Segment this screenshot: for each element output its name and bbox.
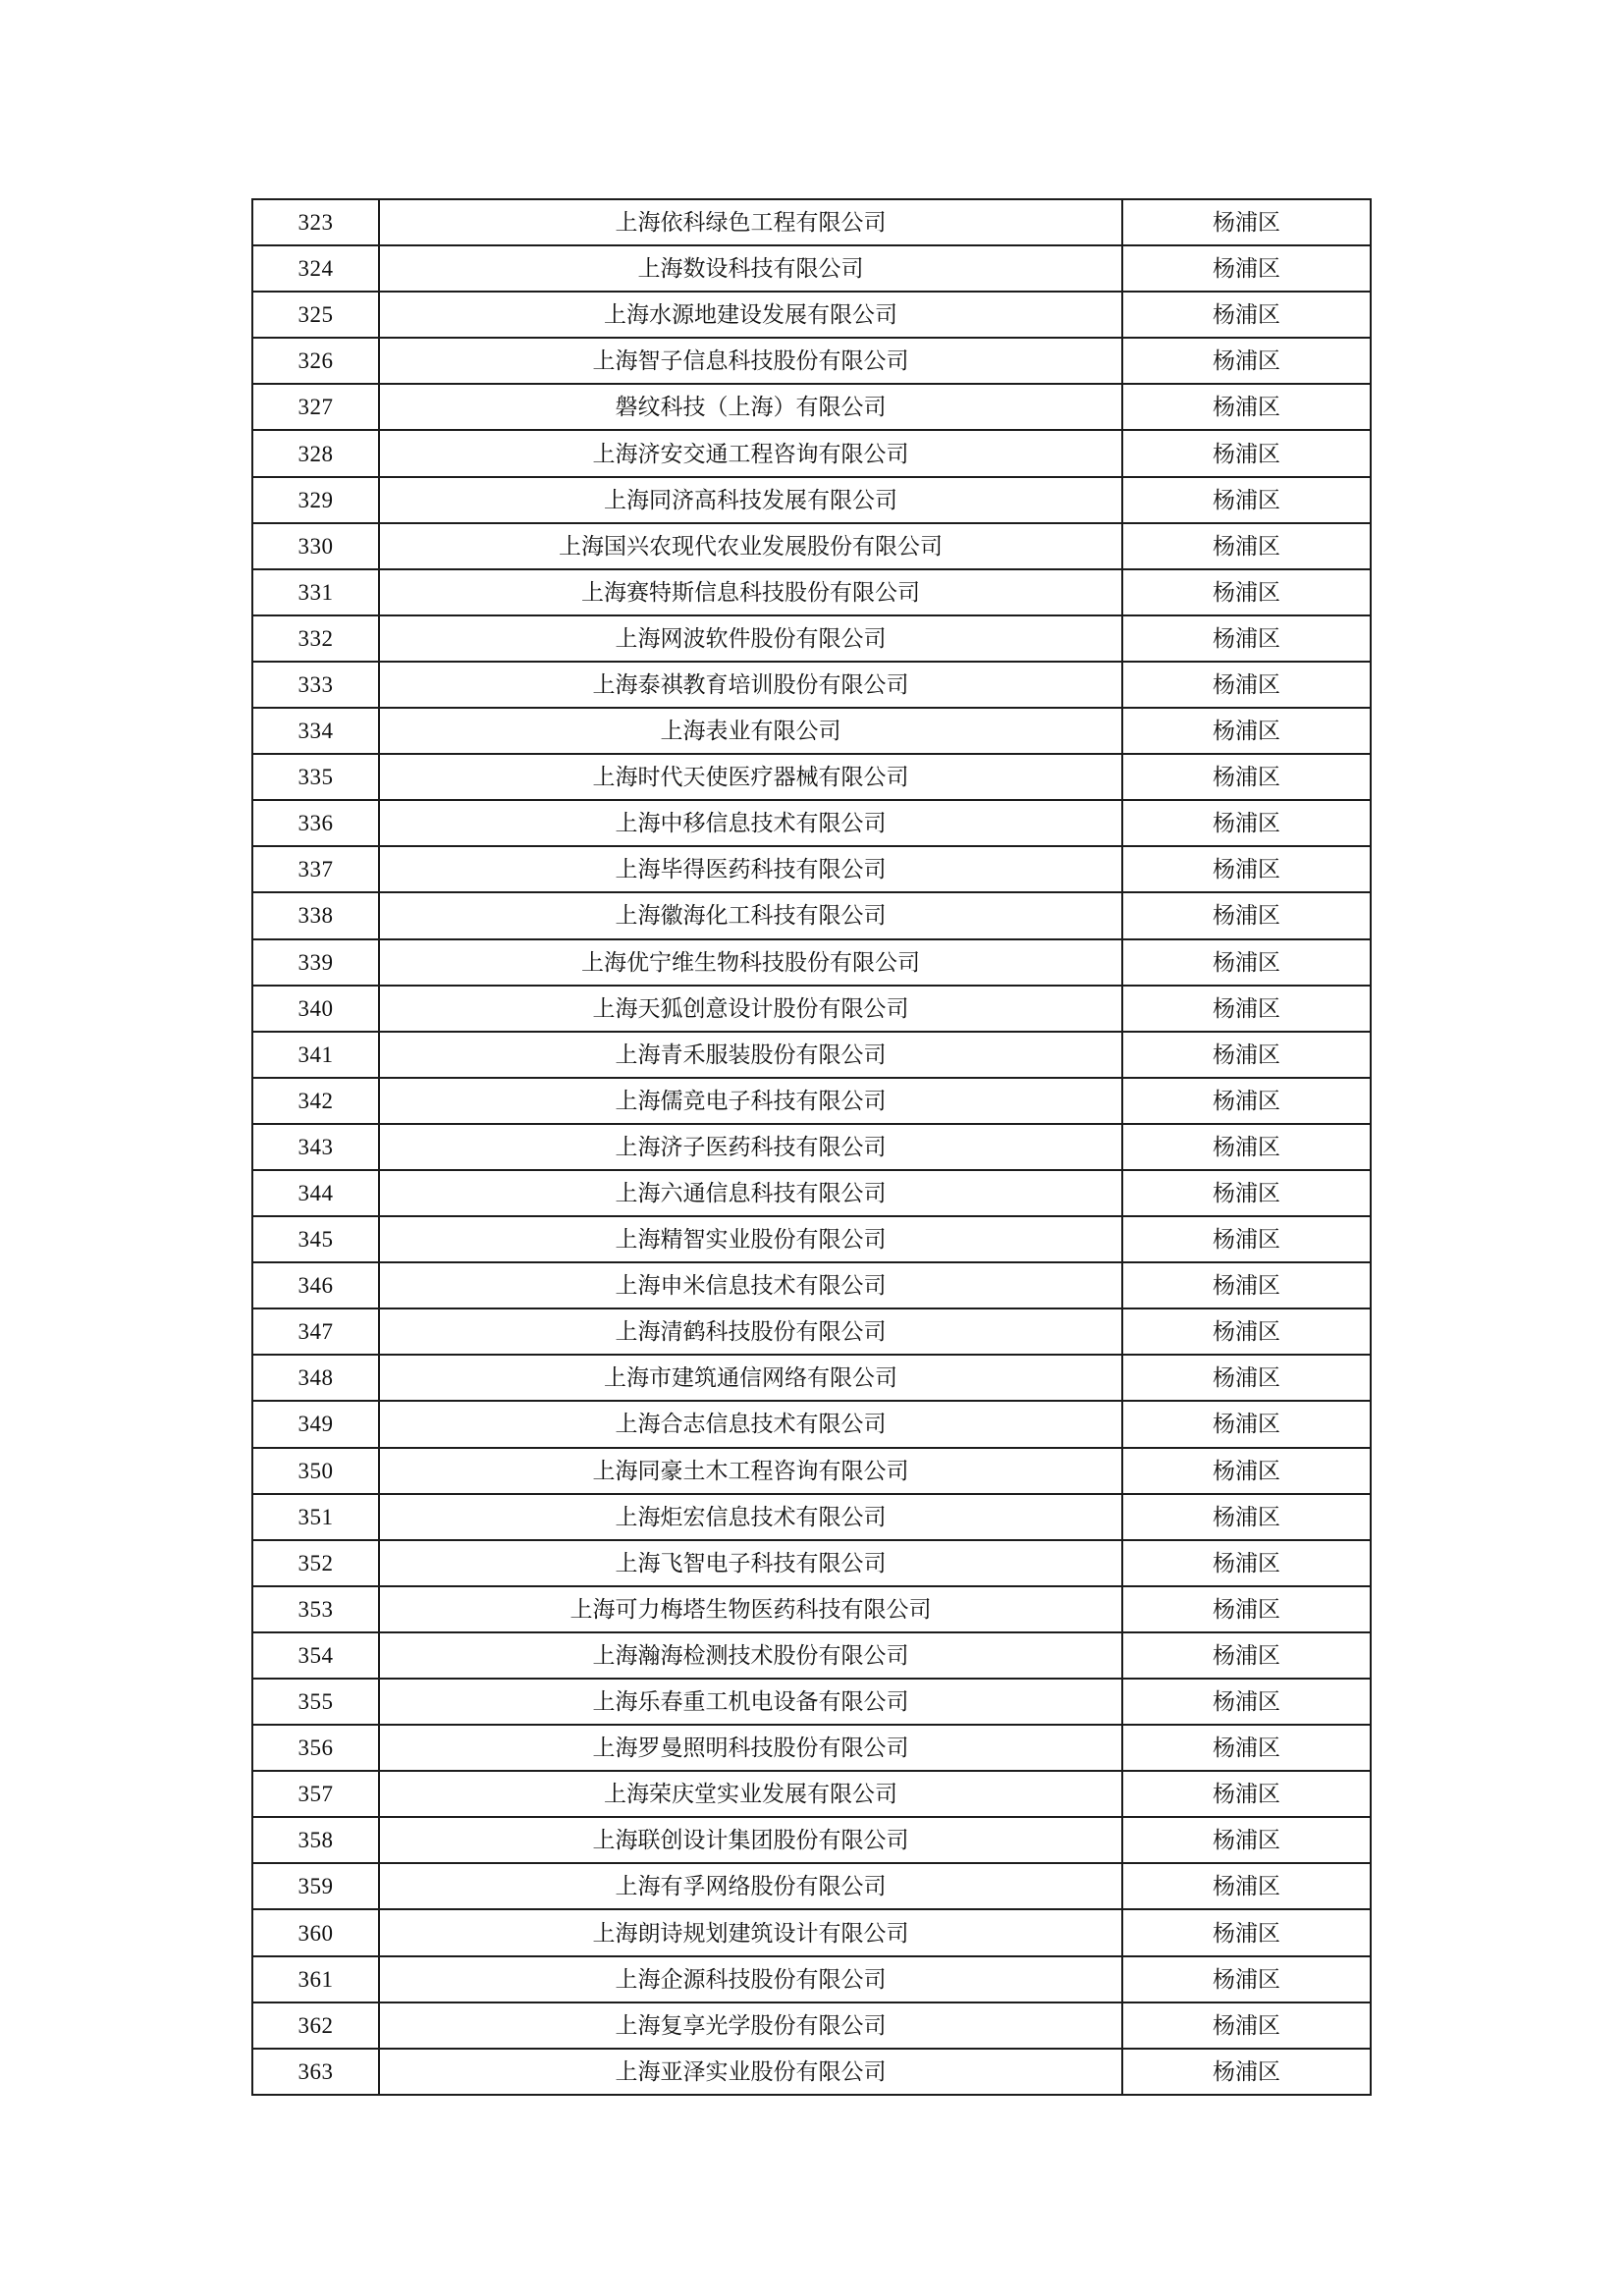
district-cell: 杨浦区 — [1122, 1170, 1371, 1216]
row-index-cell: 349 — [252, 1401, 379, 1447]
row-index-cell: 326 — [252, 338, 379, 384]
table-row — [252, 662, 1371, 708]
company-name-cell: 上海清鹤科技股份有限公司 — [379, 1308, 1122, 1355]
district-cell: 杨浦区 — [1122, 1308, 1371, 1355]
company-name-cell: 上海市建筑通信网络有限公司 — [379, 1355, 1122, 1401]
district-cell: 杨浦区 — [1122, 1863, 1371, 1909]
company-name-cell: 上海精智实业股份有限公司 — [379, 1216, 1122, 1262]
row-index-cell: 334 — [252, 708, 379, 754]
district-cell: 杨浦区 — [1122, 2049, 1371, 2095]
row-index-cell: 325 — [252, 292, 379, 338]
district-cell: 杨浦区 — [1122, 1216, 1371, 1262]
row-index-cell: 323 — [252, 199, 379, 245]
row-index-cell: 357 — [252, 1771, 379, 1817]
row-index-cell: 363 — [252, 2049, 379, 2095]
company-list-table — [251, 198, 1372, 2096]
table-row — [252, 615, 1371, 662]
table-row — [252, 1725, 1371, 1771]
table-row — [252, 1355, 1371, 1401]
company-name-cell: 上海荣庆堂实业发展有限公司 — [379, 1771, 1122, 1817]
district-cell: 杨浦区 — [1122, 1262, 1371, 1308]
company-name-cell: 上海同济高科技发展有限公司 — [379, 477, 1122, 523]
row-index-cell: 347 — [252, 1308, 379, 1355]
district-cell: 杨浦区 — [1122, 2002, 1371, 2049]
table-row — [252, 1078, 1371, 1124]
company-name-cell: 上海合志信息技术有限公司 — [379, 1401, 1122, 1447]
row-index-cell: 345 — [252, 1216, 379, 1262]
table-row — [252, 199, 1371, 245]
table-row — [252, 245, 1371, 292]
district-cell: 杨浦区 — [1122, 338, 1371, 384]
table-row — [252, 1494, 1371, 1540]
company-name-cell: 上海儒竞电子科技有限公司 — [379, 1078, 1122, 1124]
table-row — [252, 892, 1371, 938]
company-name-cell: 上海申米信息技术有限公司 — [379, 1262, 1122, 1308]
district-cell: 杨浦区 — [1122, 430, 1371, 476]
company-name-cell: 上海济安交通工程咨询有限公司 — [379, 430, 1122, 476]
table-row — [252, 2049, 1371, 2095]
company-name-cell: 上海有孚网络股份有限公司 — [379, 1863, 1122, 1909]
row-index-cell: 330 — [252, 523, 379, 569]
table-row — [252, 1401, 1371, 1447]
company-name-cell: 上海联创设计集团股份有限公司 — [379, 1817, 1122, 1863]
district-cell: 杨浦区 — [1122, 477, 1371, 523]
row-index-cell: 343 — [252, 1124, 379, 1170]
company-name-cell: 上海天狐创意设计股份有限公司 — [379, 986, 1122, 1032]
table-row — [252, 986, 1371, 1032]
table-row — [252, 1032, 1371, 1078]
company-name-cell: 上海飞智电子科技有限公司 — [379, 1540, 1122, 1586]
district-cell: 杨浦区 — [1122, 986, 1371, 1032]
row-index-cell: 362 — [252, 2002, 379, 2049]
district-cell: 杨浦区 — [1122, 708, 1371, 754]
row-index-cell: 333 — [252, 662, 379, 708]
district-cell: 杨浦区 — [1122, 615, 1371, 662]
table-row — [252, 1909, 1371, 1955]
row-index-cell: 336 — [252, 800, 379, 846]
district-cell: 杨浦区 — [1122, 1078, 1371, 1124]
company-name-cell: 磐纹科技（上海）有限公司 — [379, 384, 1122, 430]
row-index-cell: 327 — [252, 384, 379, 430]
district-cell: 杨浦区 — [1122, 1032, 1371, 1078]
table-row — [252, 2002, 1371, 2049]
table-row — [252, 523, 1371, 569]
district-cell: 杨浦区 — [1122, 1632, 1371, 1679]
table-row — [252, 846, 1371, 892]
company-name-cell: 上海中移信息技术有限公司 — [379, 800, 1122, 846]
company-name-cell: 上海徽海化工科技有限公司 — [379, 892, 1122, 938]
district-cell: 杨浦区 — [1122, 1679, 1371, 1725]
table-row — [252, 939, 1371, 986]
company-name-cell: 上海泰祺教育培训股份有限公司 — [379, 662, 1122, 708]
district-cell: 杨浦区 — [1122, 754, 1371, 800]
company-name-cell: 上海网波软件股份有限公司 — [379, 615, 1122, 662]
table-row — [252, 708, 1371, 754]
company-name-cell: 上海水源地建设发展有限公司 — [379, 292, 1122, 338]
district-cell: 杨浦区 — [1122, 846, 1371, 892]
table-row — [252, 1586, 1371, 1632]
row-index-cell: 356 — [252, 1725, 379, 1771]
company-table-body — [252, 199, 1371, 2095]
table-row — [252, 1540, 1371, 1586]
row-index-cell: 346 — [252, 1262, 379, 1308]
company-name-cell: 上海乐春重工机电设备有限公司 — [379, 1679, 1122, 1725]
company-name-cell: 上海智子信息科技股份有限公司 — [379, 338, 1122, 384]
row-index-cell: 324 — [252, 245, 379, 292]
district-cell: 杨浦区 — [1122, 1909, 1371, 1955]
table-row — [252, 338, 1371, 384]
table-row — [252, 1216, 1371, 1262]
district-cell: 杨浦区 — [1122, 1401, 1371, 1447]
district-cell: 杨浦区 — [1122, 245, 1371, 292]
row-index-cell: 342 — [252, 1078, 379, 1124]
row-index-cell: 361 — [252, 1956, 379, 2002]
table-row — [252, 569, 1371, 615]
district-cell: 杨浦区 — [1122, 199, 1371, 245]
district-cell: 杨浦区 — [1122, 1448, 1371, 1494]
row-index-cell: 360 — [252, 1909, 379, 1955]
company-name-cell: 上海时代天使医疗器械有限公司 — [379, 754, 1122, 800]
company-name-cell: 上海赛特斯信息科技股份有限公司 — [379, 569, 1122, 615]
row-index-cell: 344 — [252, 1170, 379, 1216]
table-row — [252, 1771, 1371, 1817]
row-index-cell: 351 — [252, 1494, 379, 1540]
table-row — [252, 754, 1371, 800]
company-name-cell: 上海罗曼照明科技股份有限公司 — [379, 1725, 1122, 1771]
company-name-cell: 上海优宁维生物科技股份有限公司 — [379, 939, 1122, 986]
district-cell: 杨浦区 — [1122, 1817, 1371, 1863]
company-name-cell: 上海依科绿色工程有限公司 — [379, 199, 1122, 245]
table-row — [252, 1863, 1371, 1909]
district-cell: 杨浦区 — [1122, 1771, 1371, 1817]
district-cell: 杨浦区 — [1122, 523, 1371, 569]
company-name-cell: 上海毕得医药科技有限公司 — [379, 846, 1122, 892]
table-row — [252, 1448, 1371, 1494]
company-name-cell: 上海复享光学股份有限公司 — [379, 2002, 1122, 2049]
table-row — [252, 384, 1371, 430]
company-name-cell: 上海国兴农现代农业发展股份有限公司 — [379, 523, 1122, 569]
row-index-cell: 341 — [252, 1032, 379, 1078]
row-index-cell: 332 — [252, 615, 379, 662]
row-index-cell: 358 — [252, 1817, 379, 1863]
company-name-cell: 上海瀚海检测技术股份有限公司 — [379, 1632, 1122, 1679]
district-cell: 杨浦区 — [1122, 939, 1371, 986]
table-row — [252, 1124, 1371, 1170]
table-row — [252, 1679, 1371, 1725]
company-name-cell: 上海亚泽实业股份有限公司 — [379, 2049, 1122, 2095]
company-name-cell: 上海朗诗规划建筑设计有限公司 — [379, 1909, 1122, 1955]
district-cell: 杨浦区 — [1122, 384, 1371, 430]
row-index-cell: 354 — [252, 1632, 379, 1679]
row-index-cell: 331 — [252, 569, 379, 615]
district-cell: 杨浦区 — [1122, 1586, 1371, 1632]
district-cell: 杨浦区 — [1122, 1355, 1371, 1401]
district-cell: 杨浦区 — [1122, 1494, 1371, 1540]
row-index-cell: 335 — [252, 754, 379, 800]
district-cell: 杨浦区 — [1122, 1725, 1371, 1771]
table-row — [252, 1956, 1371, 2002]
row-index-cell: 339 — [252, 939, 379, 986]
company-name-cell: 上海六通信息科技有限公司 — [379, 1170, 1122, 1216]
company-name-cell: 上海数设科技有限公司 — [379, 245, 1122, 292]
company-name-cell: 上海炬宏信息技术有限公司 — [379, 1494, 1122, 1540]
table-row — [252, 1817, 1371, 1863]
company-name-cell: 上海济子医药科技有限公司 — [379, 1124, 1122, 1170]
district-cell: 杨浦区 — [1122, 569, 1371, 615]
table-row — [252, 477, 1371, 523]
row-index-cell: 340 — [252, 986, 379, 1032]
row-index-cell: 359 — [252, 1863, 379, 1909]
row-index-cell: 337 — [252, 846, 379, 892]
row-index-cell: 355 — [252, 1679, 379, 1725]
row-index-cell: 328 — [252, 430, 379, 476]
table-row — [252, 292, 1371, 338]
district-cell: 杨浦区 — [1122, 662, 1371, 708]
district-cell: 杨浦区 — [1122, 292, 1371, 338]
district-cell: 杨浦区 — [1122, 1124, 1371, 1170]
district-cell: 杨浦区 — [1122, 892, 1371, 938]
company-name-cell: 上海表业有限公司 — [379, 708, 1122, 754]
row-index-cell: 353 — [252, 1586, 379, 1632]
district-cell: 杨浦区 — [1122, 1956, 1371, 2002]
company-name-cell: 上海企源科技股份有限公司 — [379, 1956, 1122, 2002]
table-row — [252, 1632, 1371, 1679]
table-row — [252, 430, 1371, 476]
company-name-cell: 上海可力梅塔生物医药科技有限公司 — [379, 1586, 1122, 1632]
company-name-cell: 上海青禾服装股份有限公司 — [379, 1032, 1122, 1078]
table-row — [252, 1262, 1371, 1308]
row-index-cell: 348 — [252, 1355, 379, 1401]
district-cell: 杨浦区 — [1122, 800, 1371, 846]
row-index-cell: 352 — [252, 1540, 379, 1586]
table-row — [252, 1308, 1371, 1355]
table-row — [252, 1170, 1371, 1216]
district-cell: 杨浦区 — [1122, 1540, 1371, 1586]
row-index-cell: 350 — [252, 1448, 379, 1494]
table-row — [252, 800, 1371, 846]
row-index-cell: 329 — [252, 477, 379, 523]
company-name-cell: 上海同豪土木工程咨询有限公司 — [379, 1448, 1122, 1494]
row-index-cell: 338 — [252, 892, 379, 938]
